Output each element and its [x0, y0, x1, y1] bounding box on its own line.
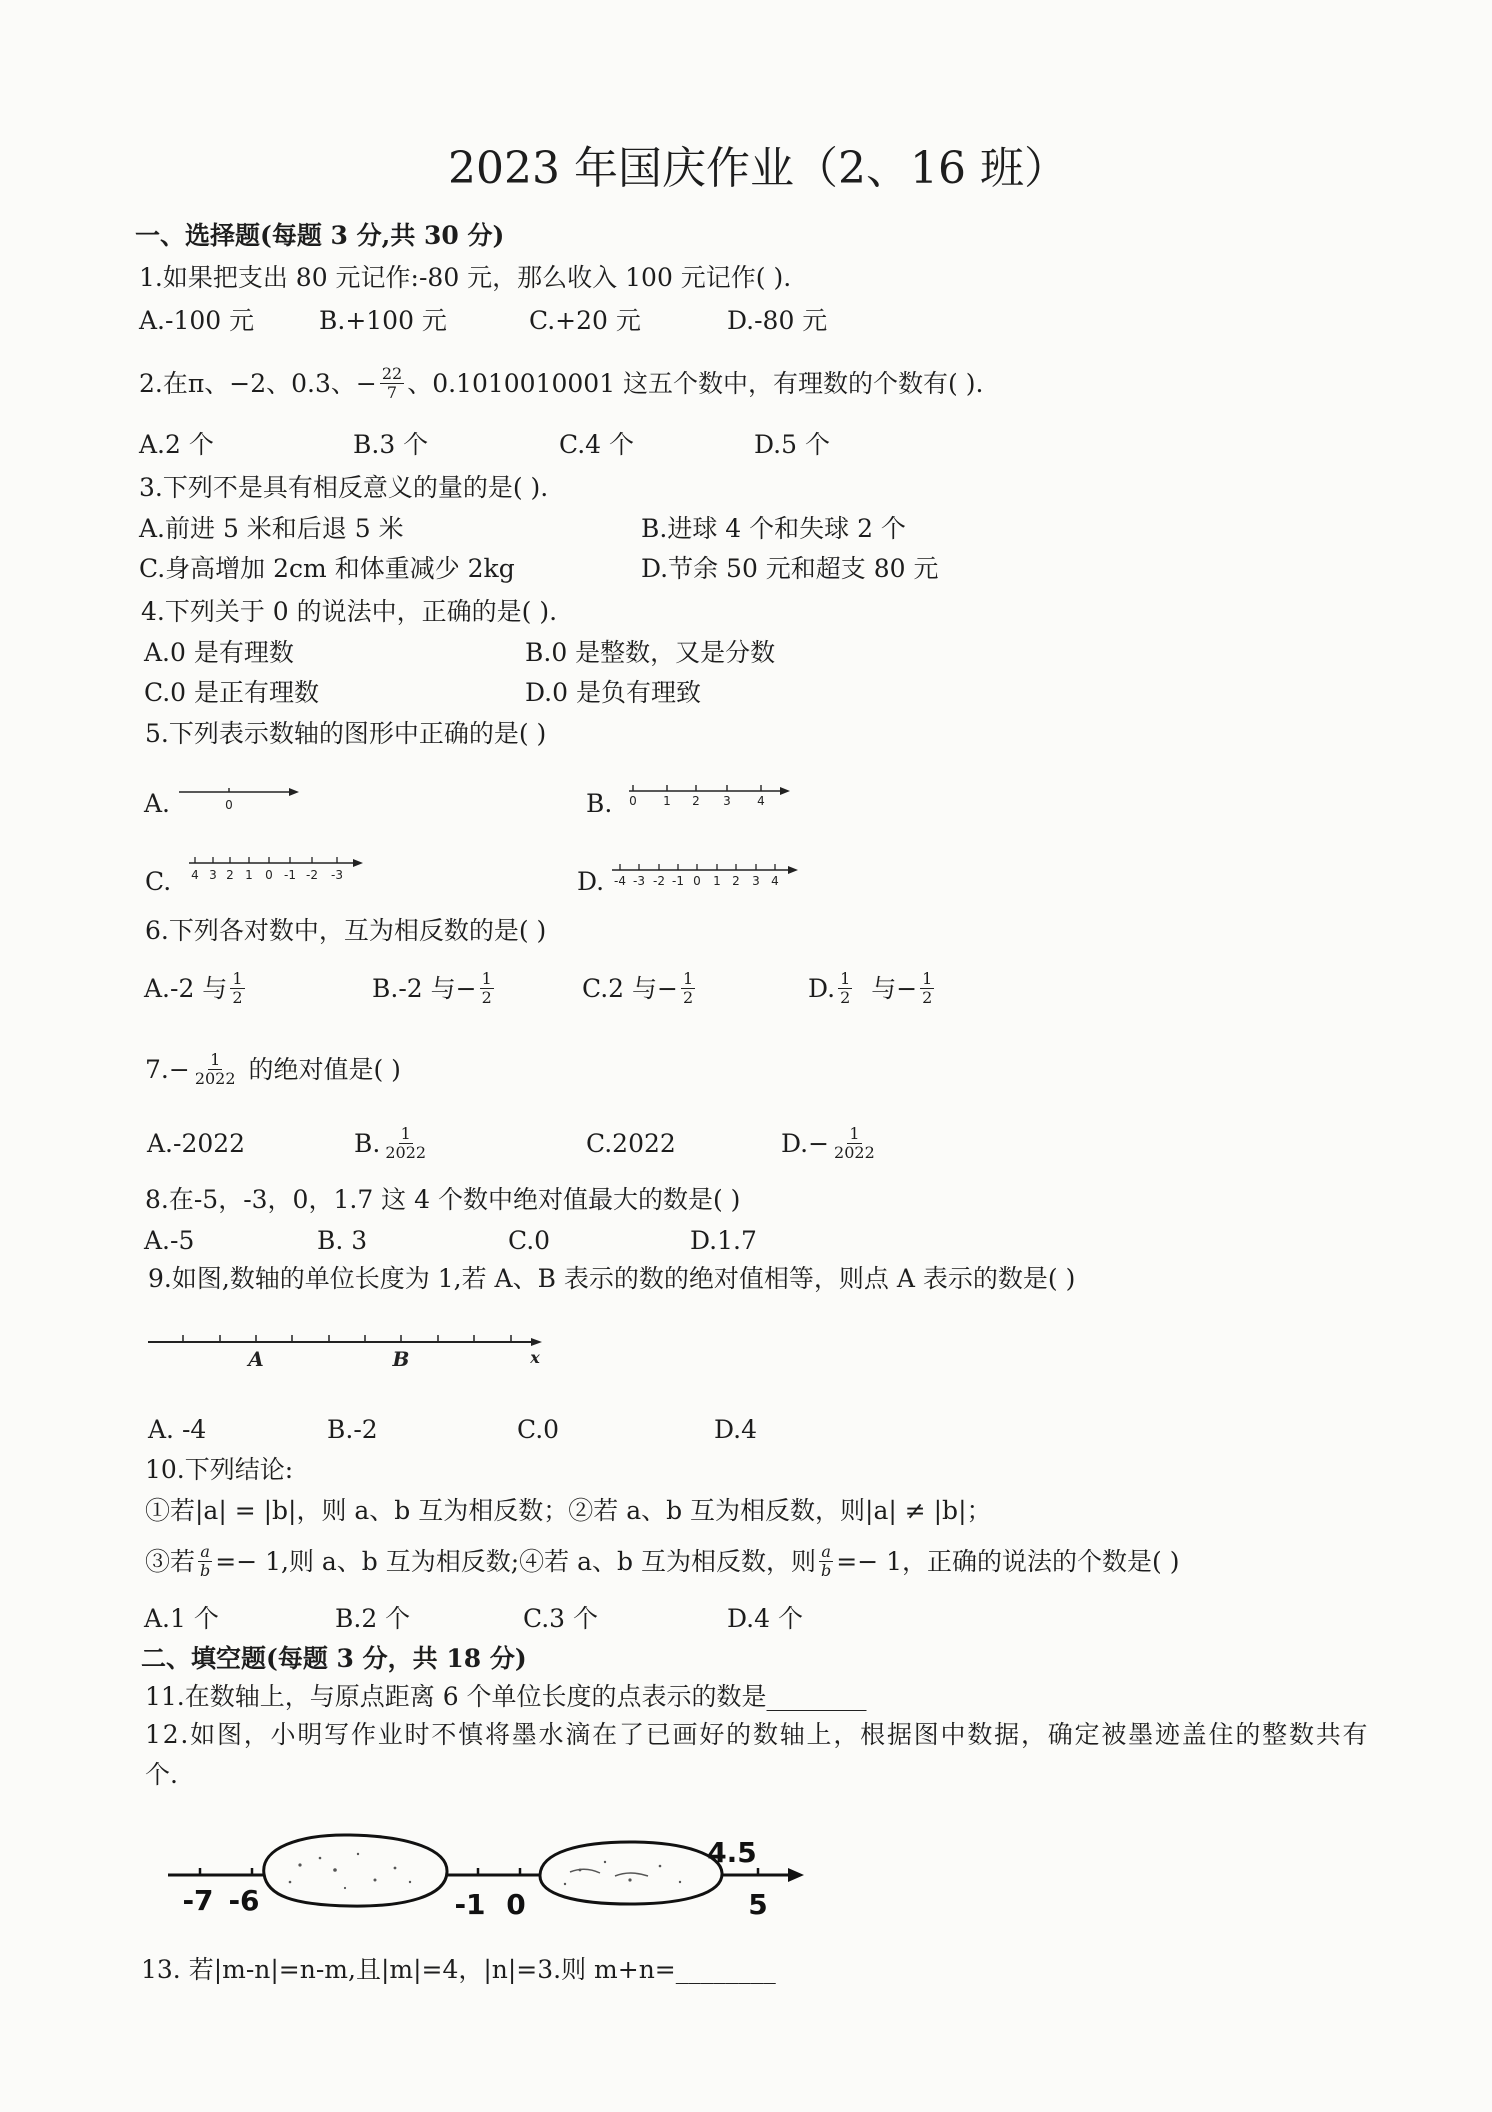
option-a: A. -4 — [148, 1415, 207, 1444]
denominator: 2 — [840, 988, 851, 1007]
option-text: 与− — [855, 974, 918, 1003]
question-4-stem: 4.下列关于 0 的说法中，正确的是( ). — [141, 597, 558, 626]
option-c-letter: C. — [145, 867, 172, 896]
fraction — [193, 1051, 238, 1088]
numerator: a — [821, 1542, 831, 1561]
number-line-option-a — [175, 776, 305, 816]
option-c: C.0 — [508, 1226, 551, 1255]
stem-text: 的绝对值是( ) — [240, 1055, 401, 1084]
axis-tick-label: 0 — [225, 798, 233, 812]
question-5-stem: 5.下列表示数轴的图形中正确的是( ) — [145, 719, 547, 748]
axis-tick-label: 0 — [693, 874, 701, 888]
axis-tick-label: 2 — [226, 868, 234, 882]
axis-label-5: 5 — [748, 1888, 768, 1921]
option-a: A.前进 5 米和后退 5 米 — [139, 514, 404, 543]
option-a: A.-2022 — [147, 1129, 246, 1158]
axis-x-label: x — [530, 1348, 540, 1367]
option-a — [144, 967, 248, 1011]
denominator: b — [821, 1561, 832, 1580]
option-b — [354, 1122, 431, 1166]
option-a: A.0 是有理数 — [144, 638, 294, 667]
option-d: D.1.7 — [690, 1226, 757, 1255]
denominator: 2022 — [385, 1143, 427, 1162]
axis-label-neg6: -6 — [228, 1884, 260, 1917]
option-a: A.-5 — [144, 1226, 195, 1255]
fraction — [920, 970, 934, 1007]
axis-arrow — [780, 787, 790, 795]
axis-tick-label: -3 — [633, 874, 645, 888]
numerator: 1 — [682, 969, 694, 988]
question-9-stem: 9.如图,数轴的单位长度为 1,若 A、B 表示的数的绝对值相等，则点 A 表示的数是( ) — [148, 1264, 1076, 1293]
number-line-option-b — [625, 775, 800, 815]
option-d: D.-80 元 — [727, 306, 828, 335]
numerator: 1 — [481, 969, 492, 988]
fraction — [681, 970, 695, 1007]
option-b-letter: B. — [586, 789, 613, 818]
option-text: B.-2 与− — [372, 974, 477, 1003]
denominator: 2 — [682, 988, 694, 1007]
section-heading-fill-blank: 二、填空题(每题 3 分，共 18 分) — [141, 1644, 527, 1673]
denominator: 2022 — [834, 1143, 875, 1162]
question-2-stem — [139, 362, 983, 406]
question-13-stem: 13. 若|m-n|=n-m,且|m|=4，|n|=3.则 m+n=________ — [141, 1955, 776, 1984]
question-3-options-row2 — [0, 552, 1492, 596]
option-text: B. — [354, 1129, 381, 1158]
option-c: C.4 个 — [559, 430, 635, 459]
option-a-letter: A. — [144, 789, 171, 818]
option-a: A.2 个 — [139, 430, 214, 459]
axis-tick-label: 4 — [771, 874, 779, 888]
option-b: B.0 是整数，又是分数 — [525, 638, 776, 667]
question-10-statement-line2 — [145, 1540, 1179, 1584]
option-c: C.3 个 — [523, 1604, 599, 1633]
question-8-stem: 8.在-5，-3，0，1.7 这 4 个数中绝对值最大的数是( ) — [145, 1185, 741, 1214]
axis-label-4-5: 4.5 — [707, 1836, 757, 1869]
axis-arrow — [289, 788, 299, 796]
axis-tick-label: 3 — [752, 874, 760, 888]
axis-label-neg1: -1 — [454, 1888, 486, 1921]
numerator: 1 — [840, 969, 851, 988]
ink-blot-left — [264, 1835, 447, 1906]
option-text: D. — [808, 974, 836, 1003]
option-c: C.0 是正有理数 — [144, 678, 320, 707]
stem-text: 、0.1010010001 这五个数中，有理数的个数有( ). — [407, 369, 984, 398]
numerator: 1 — [849, 1124, 860, 1143]
question-7-options — [0, 1122, 1492, 1166]
option-d: D.0 是负有理致 — [525, 678, 701, 707]
numerator: 22 — [381, 364, 403, 383]
axis-tick-label: 2 — [732, 874, 740, 888]
axis-arrow — [531, 1338, 542, 1346]
fraction — [838, 970, 852, 1007]
axis-tick-label: 0 — [265, 868, 273, 882]
option-d: D.4 — [714, 1415, 758, 1444]
fraction — [819, 1543, 833, 1580]
number-line-option-d — [608, 855, 808, 895]
option-text: C.2 与− — [582, 974, 678, 1003]
option-text: A.-2 与 — [144, 974, 228, 1003]
question-9-options — [0, 1413, 1492, 1457]
question-6-stem: 6.下列各对数中，互为相反数的是( ) — [145, 916, 547, 945]
option-c: C.2022 — [586, 1129, 676, 1158]
denominator: b — [200, 1561, 211, 1580]
question-1-stem: 1.如果把支出 80 元记作:-80 元，那么收入 100 元记作( ). — [139, 263, 792, 292]
question-3-stem: 3.下列不是具有相反意义的量的是( ). — [139, 473, 549, 502]
number-line-figure-q9 — [140, 1325, 560, 1375]
option-d-letter: D. — [577, 867, 605, 896]
question-12-stem-continued: 个. — [145, 1760, 178, 1789]
numerator: a — [200, 1542, 210, 1561]
option-c — [582, 967, 698, 1011]
option-c: C.+20 元 — [529, 306, 641, 335]
option-b: B.2 个 — [335, 1604, 411, 1633]
option-b: B. 3 — [317, 1226, 368, 1255]
fraction — [383, 1125, 428, 1162]
stem-text: =− 1,则 a、b 互为相反数;④若 a、b 互为相反数，则 — [215, 1547, 816, 1576]
axis-label-0: 0 — [506, 1888, 526, 1921]
option-d: D.5 个 — [754, 430, 830, 459]
stem-text: 2.在π、−2、0.3、− — [139, 369, 377, 398]
question-12-stem: 12.如图，小明写作业时不慎将墨水滴在了已画好的数轴上，根据图中数据，确定被墨迹盖住的整数共有 — [145, 1720, 1370, 1749]
axis-arrow — [788, 866, 798, 874]
numerator: 1 — [922, 969, 933, 988]
question-4-options-row1 — [0, 636, 1492, 680]
axis-tick-label: -2 — [653, 874, 665, 888]
axis-tick-label: -2 — [306, 868, 318, 882]
denominator: 2 — [922, 988, 933, 1007]
numerator: 1 — [210, 1050, 221, 1069]
option-b: B.+100 元 — [319, 306, 447, 335]
axis-tick-label: -1 — [672, 874, 684, 888]
section-heading-choice: 一、选择题(每题 3 分,共 30 分) — [135, 221, 505, 250]
option-d — [781, 1122, 880, 1166]
axis-tick-label: 4 — [191, 868, 199, 882]
axis-tick-label: 4 — [757, 794, 765, 808]
axis-label-neg7: -7 — [182, 1884, 214, 1917]
option-a: A.-100 元 — [139, 306, 255, 335]
option-d: D.4 个 — [727, 1604, 803, 1633]
point-b-label: B — [392, 1347, 410, 1371]
axis-tick-label: 1 — [245, 868, 253, 882]
axis-tick-label: -1 — [284, 868, 296, 882]
question-7-stem — [145, 1048, 401, 1092]
question-6-options — [0, 967, 1492, 1011]
axis-tick-label: 1 — [663, 794, 671, 808]
axis-tick-label: -3 — [331, 868, 343, 882]
ink-blot-number-line-figure — [160, 1810, 820, 1935]
question-2-options — [0, 428, 1492, 472]
option-text: D.− — [781, 1129, 830, 1158]
option-c: C.0 — [517, 1415, 560, 1444]
point-a-label: A — [248, 1347, 264, 1371]
axis-arrow — [788, 1868, 804, 1882]
question-3-options-row1 — [0, 512, 1492, 556]
denominator: 7 — [386, 383, 398, 402]
axis-tick-label: 3 — [723, 794, 731, 808]
option-b: B.进球 4 个和失球 2 个 — [641, 514, 906, 543]
stem-text: ③若 — [145, 1547, 196, 1576]
axis-tick-label: 3 — [209, 868, 217, 882]
axis-tick-label: 1 — [713, 874, 721, 888]
question-10-options — [0, 1602, 1492, 1646]
denominator: 2022 — [194, 1069, 236, 1088]
denominator: 2 — [481, 988, 492, 1007]
option-d — [808, 967, 937, 1011]
question-1-options — [0, 304, 1492, 348]
option-b: B.3 个 — [353, 430, 429, 459]
axis-arrow — [353, 859, 363, 867]
option-b — [372, 967, 497, 1011]
question-11-stem: 11.在数轴上，与原点距离 6 个单位长度的点表示的数是________ — [145, 1682, 867, 1711]
question-10-statement-line1: ①若|a| = |b|，则 a、b 互为相反数；②若 a、b 互为相反数，则|a| ≠ |b|； — [145, 1496, 992, 1525]
option-a: A.1 个 — [144, 1604, 219, 1633]
stem-text: 7.− — [145, 1055, 190, 1084]
number-line-option-c — [185, 850, 370, 890]
axis-tick-label: 0 — [629, 794, 637, 808]
option-c: C.身高增加 2cm 和体重减少 2kg — [139, 554, 515, 583]
question-10-stem: 10.下列结论: — [145, 1455, 294, 1484]
fraction — [480, 970, 494, 1007]
option-d: D.节余 50 元和超支 80 元 — [641, 554, 939, 583]
fraction — [198, 1543, 212, 1580]
denominator: 2 — [232, 988, 243, 1007]
stem-text: =− 1，正确的说法的个数是( ) — [836, 1547, 1180, 1576]
fraction — [230, 970, 244, 1007]
option-b: B.-2 — [327, 1415, 378, 1444]
axis-tick-label: -4 — [614, 874, 626, 888]
page-title: 2023 年国庆作业（2、16 班） — [448, 143, 1068, 194]
numerator: 1 — [400, 1124, 411, 1143]
axis-tick-label: 2 — [692, 794, 700, 808]
fraction — [832, 1125, 877, 1162]
numerator: 1 — [232, 969, 243, 988]
fraction — [380, 365, 404, 402]
question-4-options-row2 — [0, 676, 1492, 720]
